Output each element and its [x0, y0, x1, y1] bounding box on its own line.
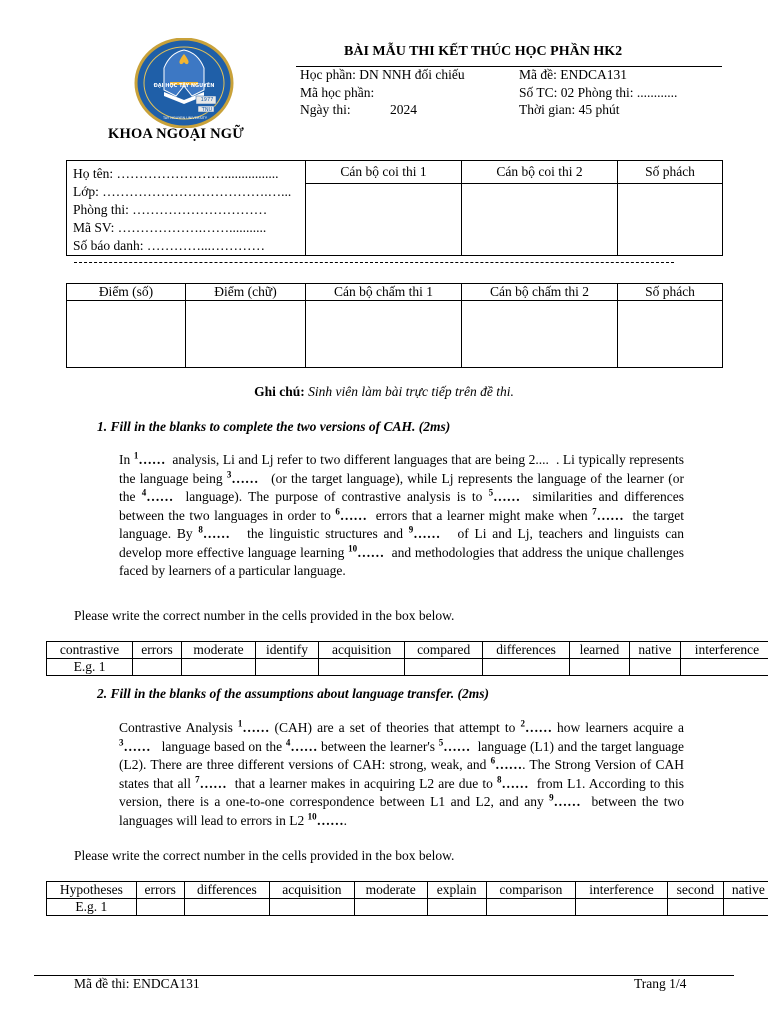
q1-word: identify — [256, 642, 319, 659]
question-1-heading: 1. Fill in the blanks to complete the two versions of CAH. (2ms) — [97, 419, 451, 434]
cut-line — [74, 262, 674, 263]
field-room[interactable]: Phòng thi: ………………………… — [73, 202, 268, 217]
field-candidate-number[interactable]: Số báo danh: …………...………… — [73, 238, 265, 253]
exam-code: Mã đề: ENDCA131 — [519, 67, 627, 82]
q2-answer-cell[interactable] — [486, 899, 576, 916]
question-1-word-table — [46, 641, 768, 676]
faculty-name: KHOA NGOẠI NGỮ — [108, 126, 244, 142]
q2-word: native — [723, 882, 768, 899]
q2-answer-cell[interactable] — [427, 899, 486, 916]
question-1-passage: In $^1$…… analysis, Li and Lj refer to two different languages that are being 2.... . Li typically represents the language being $^3$…… (or the target language), while Lj represents the language of the learner (or the $^4$…… language). The purpose of contrastive analysis is to $^5$…… similarities and differences between the two languages in order to $^6$…… errors that a learner might make when $^7$…… the target language. By $^8$…… the linguistic structures and $^9$…… of Li and Lj, teachers and linguists can develop more effective language learning $^{10}$…… and methodologies that address the unique challenges faced by learners of a particular language. — [119, 450, 685, 578]
exam-date-value: 2024 — [390, 102, 417, 117]
q1-answer-cell[interactable] — [569, 659, 629, 676]
grader-2-header: Cán bộ chấm thi 2 — [462, 284, 618, 301]
q1-word: differences — [483, 642, 570, 659]
credits-room: Số TC: 02 Phòng thi: ............ — [519, 85, 678, 100]
q2-answer-cell[interactable] — [136, 899, 184, 916]
q2-example-cell: E.g. 1 — [47, 899, 137, 916]
q2-answer-cell[interactable] — [184, 899, 269, 916]
proctor-2-signature[interactable] — [462, 183, 618, 255]
question-2-word-table — [46, 881, 768, 916]
q2-word: acquisition — [270, 882, 355, 899]
q1-word: acquisition — [319, 642, 405, 659]
serial-cell[interactable] — [618, 183, 723, 255]
score-table — [66, 283, 723, 368]
logo-text: ĐẠI HỌC TÂY NGUYÊN — [153, 83, 215, 89]
q2-word: differences — [184, 882, 269, 899]
grader-1-cell[interactable] — [306, 301, 462, 368]
footer-page-number: Trang 1/4 — [634, 976, 687, 991]
q2-word: Hypotheses — [47, 882, 137, 899]
q2-answer-cell[interactable] — [723, 899, 768, 916]
score-number-cell[interactable] — [67, 301, 186, 368]
q2-word: comparison — [486, 882, 576, 899]
field-student-id[interactable]: Mã SV: ……………….……........... — [73, 220, 267, 235]
note-label: Ghi chú: — [254, 384, 305, 399]
note — [0, 384, 768, 400]
proctor-1-header: Cán bộ coi thi 1 — [306, 161, 462, 184]
question-1-instruction: Please write the correct number in the cells provided in the box below. — [74, 608, 455, 623]
score-number-header: Điểm (số) — [67, 284, 186, 301]
q2-word: explain — [427, 882, 486, 899]
q1-example-cell: E.g. 1 — [47, 659, 133, 676]
q2-word: moderate — [354, 882, 427, 899]
footer-exam-code: Mã đề thi: ENDCA131 — [74, 976, 200, 991]
logo-year: 1977 — [200, 97, 214, 103]
q1-answer-cell[interactable] — [680, 659, 768, 676]
q1-answer-cell[interactable] — [483, 659, 570, 676]
q2-answer-cell[interactable] — [270, 899, 355, 916]
exam-duration: Thời gian: 45 phút — [519, 102, 620, 117]
exam-title: BÀI MẪU THI KẾT THÚC HỌC PHẦN HK2 — [344, 44, 623, 59]
q2-word: second — [667, 882, 723, 899]
q1-word: moderate — [182, 642, 256, 659]
q1-answer-cell[interactable] — [629, 659, 680, 676]
question-2-instruction: Please write the correct number in the cells provided in the box below. — [74, 848, 455, 863]
q2-answer-cell[interactable] — [667, 899, 723, 916]
score-words-cell[interactable] — [186, 301, 306, 368]
q2-answer-cell[interactable] — [576, 899, 668, 916]
q2-word: errors — [136, 882, 184, 899]
note-text: Sinh viên làm bài trực tiếp trên đề thi. — [304, 384, 514, 399]
student-info-table — [66, 160, 723, 256]
score-serial-header: Số phách — [618, 284, 723, 301]
serial-header: Số phách — [618, 161, 723, 184]
score-words-header: Điểm (chữ) — [186, 284, 306, 301]
q1-word: compared — [405, 642, 483, 659]
q1-word: learned — [569, 642, 629, 659]
field-full-name[interactable]: Họ tên: ……………………................ — [73, 166, 279, 181]
score-serial-cell[interactable] — [618, 301, 723, 368]
q1-answer-cell[interactable] — [133, 659, 182, 676]
q1-answer-cell[interactable] — [405, 659, 483, 676]
logo-arc-text: TAY NGUYEN UNIVERSITY — [163, 116, 207, 120]
q1-word: interference — [680, 642, 768, 659]
grader-1-header: Cán bộ chấm thi 1 — [306, 284, 462, 301]
q2-word: interference — [576, 882, 668, 899]
exam-date-label: Ngày thi: — [300, 102, 351, 117]
student-fields-cell — [67, 161, 306, 256]
q2-answer-cell[interactable] — [354, 899, 427, 916]
logo-abbr: TNU — [201, 107, 213, 113]
question-2-passage: Contrastive Analysis $^1$…… (CAH) are a set of theories that attempt to $^2$…… how learners acquire a $^3$…… language based on the $^4$…… between the learner's $^5$…… language (L1) and the target language (L2). There are three different versions of CAH: strong, weak, and $^6$……. The Strong Version of CAH states that all $^7$…… that a learner makes in acquiring L2 are due to $^8$…… from L1. According to this version, there is a one-to-one correspondence between L1 and L2, and any $^9$…… between the two languages will lead to errors in L2 $^{10}$……. — [119, 718, 684, 828]
q1-answer-cell[interactable] — [319, 659, 405, 676]
question-2-heading: 2. Fill in the blanks of the assumptions about language transfer. (2ms) — [97, 686, 489, 701]
proctor-2-header: Cán bộ coi thi 2 — [462, 161, 618, 184]
q1-word: contrastive — [47, 642, 133, 659]
proctor-1-signature[interactable] — [306, 183, 462, 255]
q1-word: errors — [133, 642, 182, 659]
course-name: Học phần: DN NNH đối chiếu — [300, 67, 465, 82]
q1-answer-cell[interactable] — [182, 659, 256, 676]
q1-word: native — [629, 642, 680, 659]
q1-answer-cell[interactable] — [256, 659, 319, 676]
field-class[interactable]: Lớp: ……………………………….…... — [73, 184, 292, 199]
course-code: Mã học phần: — [300, 85, 375, 100]
grader-2-cell[interactable] — [462, 301, 618, 368]
